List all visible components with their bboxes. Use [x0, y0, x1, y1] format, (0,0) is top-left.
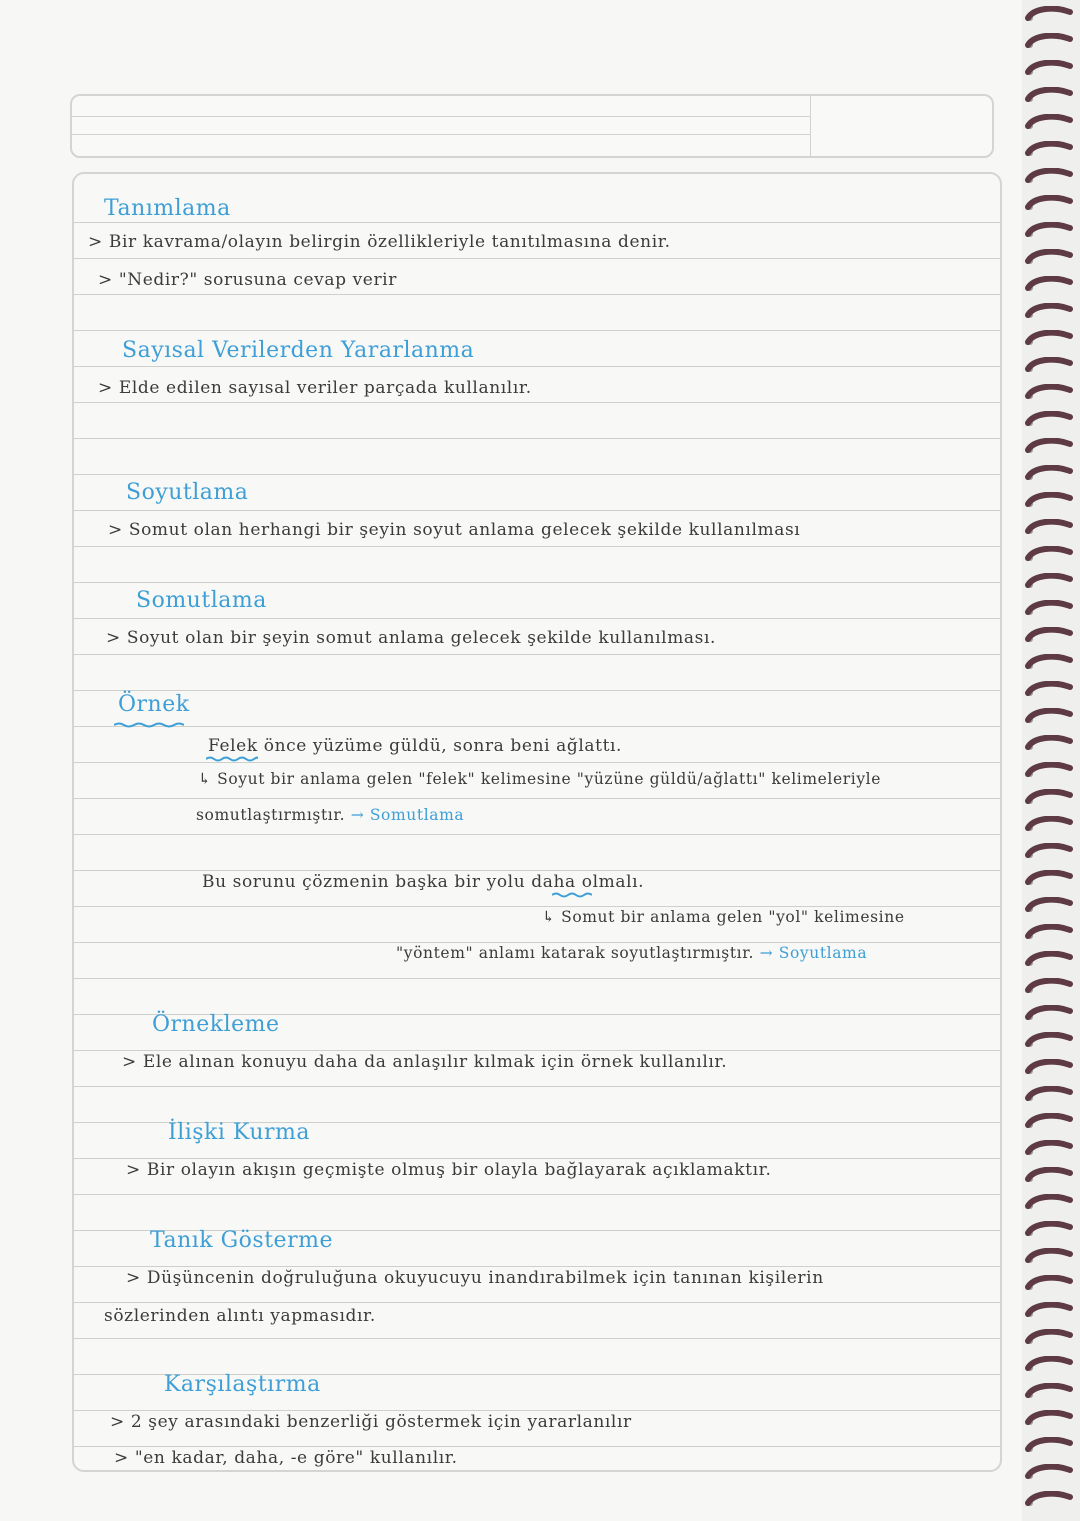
spiral-ring: [1024, 843, 1074, 859]
spiral-ring: [1024, 708, 1074, 724]
heading-iliski-kurma: İlişki Kurma: [168, 1120, 311, 1145]
example-2-explanation: ↳ Somut bir anlama gelen "yol" kelimesine: [542, 908, 905, 926]
heading-soyutlama: Soyutlama: [126, 480, 249, 505]
heading-tanimlama: Tanımlama: [104, 196, 231, 221]
ruled-line: [74, 1086, 1000, 1087]
example-2-result: Soyutlama: [778, 944, 868, 962]
spiral-ring: [1024, 465, 1074, 481]
spiral-ring: [1024, 924, 1074, 940]
felek-underline: [206, 756, 258, 762]
karsilastirma-line-1: > 2 şey arasındaki benzerliği göstermek için yararlanılır: [110, 1412, 632, 1432]
ruled-line: [74, 366, 1000, 367]
spiral-ring: [1024, 1464, 1074, 1480]
example-2-sentence: Bu sorunu çözmenin başka bir yolu daha olmalı.: [202, 872, 645, 892]
notes-area: [72, 172, 1002, 1472]
spiral-ring: [1024, 1167, 1074, 1183]
ruled-line: [74, 222, 1000, 223]
spiral-ring: [1024, 1140, 1074, 1156]
ruled-line: [74, 726, 1000, 727]
ruled-line: [74, 1302, 1000, 1303]
spiral-binding: [1020, 0, 1080, 1521]
tanik-line-1: > Düşüncenin doğruluğuna okuyucuyu inandırabilmek için tanınan kişilerin: [126, 1268, 824, 1288]
ruled-line: [74, 1338, 1000, 1339]
tanik-line-2: sözlerinden alıntı yapmasıdır.: [104, 1306, 376, 1326]
tanimlama-line-1: > Bir kavrama/olayın belirgin özellikleriyle tanıtılmasına denir.: [88, 232, 671, 252]
spiral-ring: [1024, 1383, 1074, 1399]
ruled-line: [74, 978, 1000, 979]
spiral-ring: [1024, 411, 1074, 427]
spiral-ring: [1024, 1113, 1074, 1129]
spiral-ring: [1024, 276, 1074, 292]
spiral-ring: [1024, 438, 1074, 454]
heading-ornekleme: Örnekleme: [152, 1012, 280, 1037]
heading-tanik-gosterme: Tanık Gösterme: [150, 1228, 333, 1253]
sayisal-line-1: > Elde edilen sayısal veriler parçada kullanılır.: [98, 378, 532, 398]
ruled-line: [74, 870, 1000, 871]
spiral-ring: [1024, 1005, 1074, 1021]
heading-sayisal-verilerden-yararlanma: Sayısal Verilerden Yararlanma: [122, 338, 475, 363]
ruled-line: [74, 1194, 1000, 1195]
spiral-ring: [1024, 1248, 1074, 1264]
spiral-ring: [1024, 951, 1074, 967]
spiral-ring: [1024, 1437, 1074, 1453]
header-divider: [810, 96, 811, 156]
ruled-line: [74, 762, 1000, 763]
example-1-explanation-cont-text: somutlaştırmıştır.: [196, 806, 346, 824]
spiral-ring: [1024, 87, 1074, 103]
example-2-explanation-cont: [396, 944, 867, 962]
somutlama-line-1: > Soyut olan bir şeyin somut anlama gelecek şekilde kullanılması.: [106, 628, 717, 648]
spiral-ring: [1024, 168, 1074, 184]
spiral-ring: [1024, 1410, 1074, 1426]
example-2-explanation-cont-text: "yöntem" anlamı katarak soyutlaştırmıştır.: [396, 944, 755, 962]
spiral-ring: [1024, 600, 1074, 616]
spiral-ring: [1024, 492, 1074, 508]
ruled-line: [74, 1410, 1000, 1411]
spiral-ring: [1024, 141, 1074, 157]
spiral-ring: [1024, 789, 1074, 805]
spiral-ring: [1024, 357, 1074, 373]
spiral-ring: [1024, 195, 1074, 211]
iliski-line-1: > Bir olayın akışın geçmişte olmuş bir olayla bağlayarak açıklamaktır.: [126, 1160, 772, 1180]
ruled-line: [74, 510, 1000, 511]
ruled-line: [74, 1158, 1000, 1159]
heading-karsilastirma: Karşılaştırma: [164, 1372, 321, 1397]
ruled-line: [74, 258, 1000, 259]
header-box: [70, 94, 994, 158]
yol-underline: [552, 892, 592, 898]
ruled-line: [74, 330, 1000, 331]
soyutlama-line-1: > Somut olan herhangi bir şeyin soyut anlama gelecek şekilde kullanılması: [108, 520, 801, 540]
ruled-line: [74, 438, 1000, 439]
heading-somutlama: Somutlama: [136, 588, 267, 613]
ruled-line: [74, 582, 1000, 583]
spiral-ring: [1024, 897, 1074, 913]
spiral-ring: [1024, 681, 1074, 697]
ruled-line: [74, 546, 1000, 547]
tanimlama-line-2: > "Nedir?" sorusuna cevap verir: [98, 270, 397, 290]
karsilastirma-line-2: > "en kadar, daha, -e göre" kullanılır.: [114, 1448, 458, 1468]
heading-ornek: Örnek: [118, 692, 190, 717]
ruled-line: [74, 942, 1000, 943]
spiral-ring: [1024, 1032, 1074, 1048]
spiral-ring: [1024, 249, 1074, 265]
spiral-ring: [1024, 33, 1074, 49]
spiral-ring: [1024, 6, 1074, 22]
example-1-sentence: Felek önce yüzüme güldü, sonra beni ağlattı.: [208, 736, 623, 756]
spiral-ring: [1024, 1086, 1074, 1102]
spiral-ring: [1024, 519, 1074, 535]
header-rule: [72, 116, 810, 117]
spiral-ring: [1024, 654, 1074, 670]
ruled-line: [74, 474, 1000, 475]
ruled-line: [74, 402, 1000, 403]
spiral-ring: [1024, 762, 1074, 778]
ornek-underline: [114, 722, 184, 728]
arrow-icon: →: [350, 806, 365, 824]
spiral-ring: [1024, 546, 1074, 562]
spiral-ring: [1024, 222, 1074, 238]
spiral-ring: [1024, 330, 1074, 346]
spiral-ring: [1024, 114, 1074, 130]
arrow-icon: →: [759, 944, 774, 962]
spiral-ring: [1024, 1491, 1074, 1507]
ruled-line: [74, 618, 1000, 619]
ruled-line: [74, 798, 1000, 799]
spiral-ring: [1024, 303, 1074, 319]
spiral-ring: [1024, 1329, 1074, 1345]
example-1-explanation: ↳ Soyut bir anlama gelen "felek" kelimesine "yüzüne güldü/ağlattı" kelimeleriyle: [198, 770, 882, 788]
spiral-ring: [1024, 735, 1074, 751]
spiral-ring: [1024, 573, 1074, 589]
spiral-ring: [1024, 1356, 1074, 1372]
header-rule: [72, 134, 810, 135]
ornekleme-line-1: > Ele alınan konuyu daha da anlaşılır kılmak için örnek kullanılır.: [122, 1052, 728, 1072]
example-1-result: Somutlama: [369, 806, 465, 824]
spiral-ring: [1024, 1275, 1074, 1291]
spiral-ring: [1024, 978, 1074, 994]
spiral-ring: [1024, 1302, 1074, 1318]
ruled-line: [74, 1266, 1000, 1267]
ruled-line: [74, 834, 1000, 835]
ruled-line: [74, 1050, 1000, 1051]
spiral-ring: [1024, 1059, 1074, 1075]
spiral-ring: [1024, 384, 1074, 400]
ruled-line: [74, 690, 1000, 691]
spiral-ring: [1024, 870, 1074, 886]
ruled-line: [74, 294, 1000, 295]
spiral-ring: [1024, 1194, 1074, 1210]
spiral-ring: [1024, 1221, 1074, 1237]
spiral-ring: [1024, 60, 1074, 76]
spiral-ring: [1024, 816, 1074, 832]
ruled-line: [74, 1446, 1000, 1447]
ruled-line: [74, 654, 1000, 655]
spiral-ring: [1024, 627, 1074, 643]
example-1-explanation-cont: [196, 806, 464, 824]
ruled-line: [74, 906, 1000, 907]
